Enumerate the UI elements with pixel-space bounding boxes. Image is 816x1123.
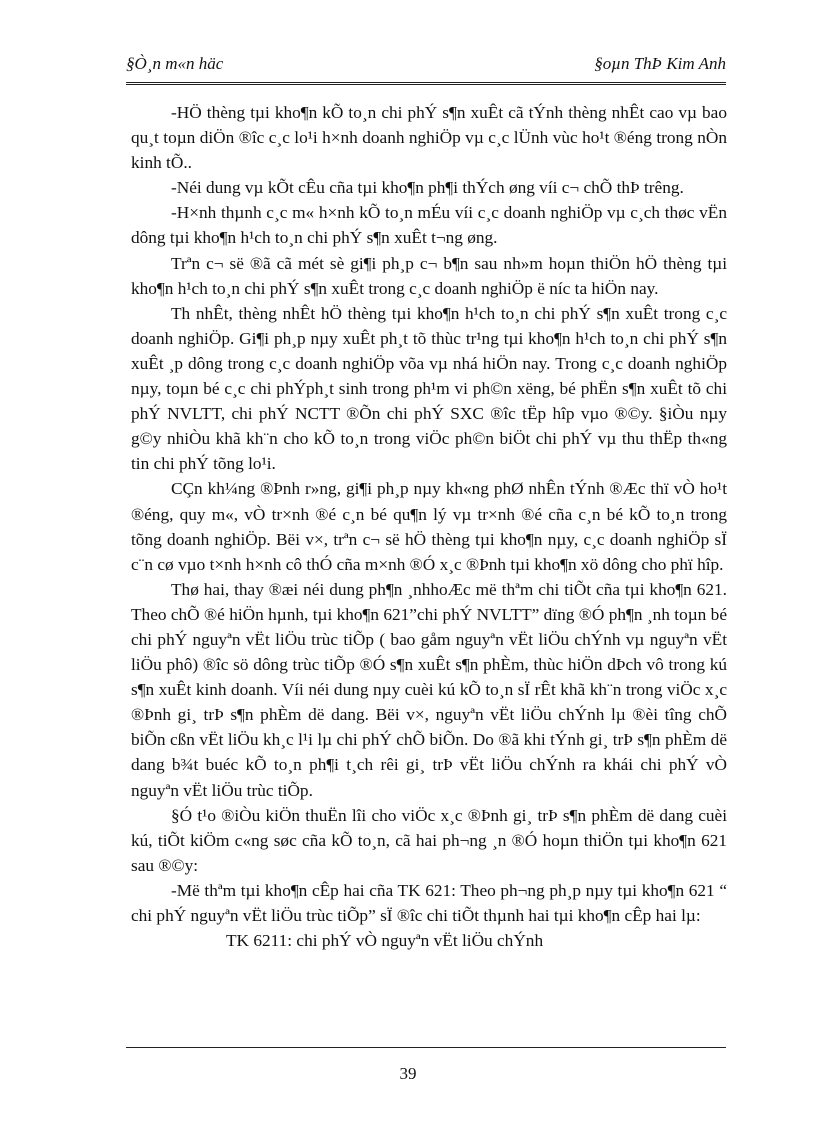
paragraph: Trªn c¬ së ®ã cã mét sè gi¶i ph¸p c¬ b¶n sau nh»m hoµn thiÖn hÖ thèng tµi kho¶n h¹ch to¸n chi phÝ s¶n xuÊt trong c¸c doanh nghiÖp ë níc ta hiÖn nay. — [131, 253, 727, 298]
header-subject: §Ò¸n m«n häc — [126, 54, 224, 73]
paragraph: -Néi dung vµ kÕt cÊu cña tµi kho¶n ph¶i thÝch øng víi c¬ chÕ thÞ trêng. — [171, 178, 684, 198]
paragraph: -Më thªm tµi kho¶n cÊp hai cña TK 621: Theo ph¬ng ph¸p nµy tµi kho¶n 621 “ chi phÝ nguyªn vËt liÖu trùc tiÕp” sÏ ®îc chi tiÕt thµnh hai tµi kho¶n cÊp hai lµ: — [131, 880, 727, 925]
paragraph: CÇn kh¼ng ®Þnh r»ng, gi¶i ph¸p nµy kh«ng phØ nhÊn tÝnh ®Æc thï vÒ ho¹t ®éng, quy m«, vÒ tr×nh ®é c¸n bé qu¶n lý vµ tr×nh ®é cña c¸n bé kÕ to¸n trong tõng doanh nghiÖp. Bëi v×, trªn c¬ së hÖ thèng tµi kho¶n nµy, c¸c doanh nghiÖp sÏ c¨n cø vµo t×nh h×nh cô thÓ cña m×nh ®Ó x¸c ®Þnh tµi kho¶n xö dông cho phï hîp. — [131, 479, 727, 574]
paragraph: -HÖ thèng tµi kho¶n kÕ to¸n chi phÝ s¶n xuÊt cã tÝnh thèng nhÊt cao vµ bao qu¸t toµn diÖn ®îc c¸c lo¹i h×nh doanh nghiÖp vµ c¸c lÜnh vùc ho¹t ®éng trong nÒn kinh tÕ.. — [131, 103, 727, 173]
paragraph: §Ó t¹o ®iÒu kiÖn thuËn lîi cho viÖc x¸c ®Þnh gi¸ trÞ s¶n phÈm dë dang cuèi kú, tiÕt kiÖm c«ng søc cña kÕ to¸n, cã hai ph¬ng ¸n ®Ó hoµn thiÖn tµi kho¶n 621 sau ®©y: — [131, 805, 727, 875]
page-header — [126, 50, 726, 85]
paragraph: Th nhÊt, thèng nhÊt hÖ thèng tµi kho¶n h¹ch to¸n chi phÝ s¶n xuÊt trong c¸c doanh nghiÖp. Gi¶i ph¸p nµy xuÊt ph¸t tõ thùc tr¹ng tµi kho¶n h¹ch to¸n chi phÝ s¶n xuÊt ¸p dông trong c¸c doanh nghiÖp võa vµ nhá hiÖn nay. Trong c¸c doanh nghiÖp nµy, toµn bé c¸c chi phÝph¸t sinh trong ph¹m vi ph©n xëng, bé phËn s¶n xuÊt tõ chi phÝ NVLTT, chi phÝ NCTT ®Õn chi phÝ SXC ®îc tËp hîp vµo ®©y. §iÒu nµy g©y nhiÒu khã kh¨n cho kÕ to¸n trong viÖc ph©n biÖt chi phÝ vµ thu thËp th«ng tin chi phÝ tõng lo¹i. — [131, 303, 727, 474]
footer-divider — [126, 1047, 726, 1048]
account-line: TK 6211: chi phÝ vÒ nguyªn vËt liÖu chÝnh — [226, 931, 544, 951]
paragraph: Thø hai, thay ®æi néi dung ph¶n ¸nhhoÆc më thªm chi tiÕt cña tµi kho¶n 621. Theo chÕ ®é hiÖn hµnh, tµi kho¶n 621”chi phÝ NVLTT” dïng ®Ó ph¶n ¸nh toµn bé chi phÝ nguyªn vËt liÖu trùc tiÕp ( bao gåm nguyªn vËt liÖu chÝnh vµ nguyªn vËt liÖu phô) ®îc sö dông trùc tiÕp ®Ó s¶n xuÊt s¶n phÈm, thùc hiÖn dÞch vô trong kú s¶n xuÊt kinh doanh. Víi néi dung nµy cuèi kú kÕ to¸n sÏ rÊt khã kh¨n trong viÖc x¸c ®Þnh gi¸ trÞ s¶n phÈm dë dang. Bëi v×, nguyªn vËt liÖu chÝnh lµ ®èi tîng chÕ biÕn cßn vËt liÖu kh¸c l¹i lµ chi phÝ chÕ biÕn. Do ®ã khi tÝnh gi¸ trÞ s¶n phÈm dë dang b¾t buéc kÕ to¸n ph¶i t¸ch rêi gi¸ trÞ vËt liÖu chÝnh ra khái chi phÝ vÒ nguyªn vËt liÖu trùc tiÕp. — [131, 579, 727, 800]
header-author: §oµn ThÞ Kim Anh — [594, 54, 726, 73]
page-number: 39 — [399, 1064, 417, 1083]
body-text — [131, 100, 727, 953]
paragraph: -H×nh thµnh c¸c m« h×nh kÕ to¸n mÉu víi c¸c doanh nghiÖp vµ c¸ch thøc vËn dông tµi kho¶n h¹ch to¸n chi phÝ s¶n xuÊt t¬ng øng. — [131, 203, 727, 248]
